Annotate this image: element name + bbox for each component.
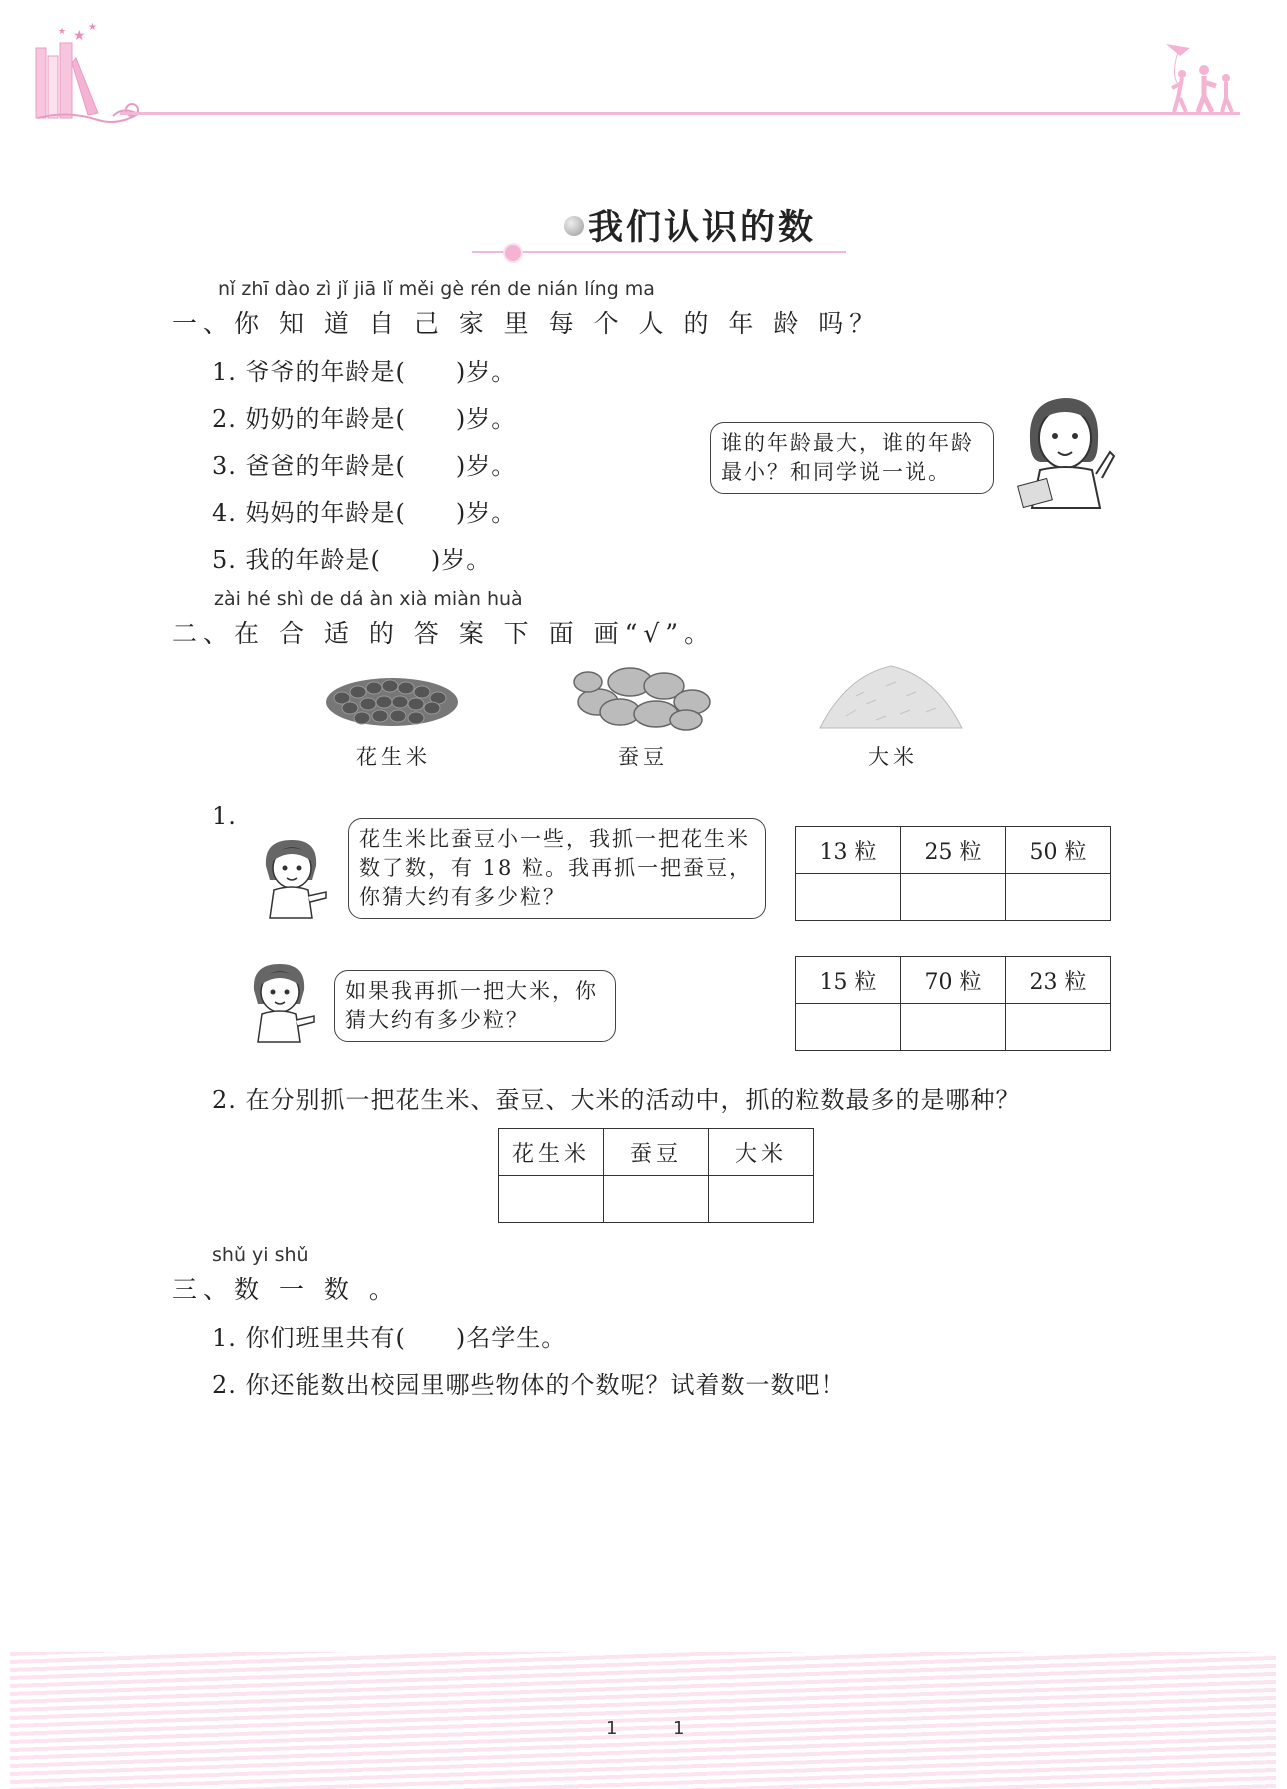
table2-option-3: 23 粒 <box>1006 957 1111 1004</box>
title-underline-dot <box>503 243 523 263</box>
svg-text:★: ★ <box>58 27 67 37</box>
question-1-number: 1. <box>212 802 237 830</box>
table3-option-2: 蚕豆 <box>604 1129 709 1176</box>
section1-item-3: 3. 爸爸的年龄是( )岁。 <box>212 452 517 480</box>
table3-answer-cell-1[interactable] <box>499 1176 604 1223</box>
girl-illustration-1 <box>254 836 330 920</box>
answer-table-1 <box>795 826 1111 921</box>
svg-text:★: ★ <box>73 28 86 44</box>
section1-item-2: 2. 奶奶的年龄是( )岁。 <box>212 405 517 433</box>
table2-answer-cell-3[interactable] <box>1006 1004 1111 1051</box>
section2-pinyin: zài hé shì de dá àn xià miàn huà <box>214 588 523 610</box>
section3-item-2: 2. 你还能数出校园里哪些物体的个数呢？试着数一数吧！ <box>212 1371 846 1399</box>
teacher-illustration <box>1010 390 1120 510</box>
answer-table-2 <box>795 956 1111 1051</box>
page-number-b: 1 <box>673 1718 685 1739</box>
section3-item-1: 1. 你们班里共有( )名学生。 <box>212 1324 567 1352</box>
table1-answer-cell-1[interactable] <box>796 874 901 921</box>
title-underline <box>472 251 846 253</box>
table3-answer-cell-2[interactable] <box>604 1176 709 1223</box>
speech-bubble-teacher: 谁的年龄最大，谁的年龄最小？和同学说一说。 <box>710 422 994 494</box>
section1-pinyin: nǐ zhī dào zì jǐ jiā lǐ měi gè rén de nián líng ma <box>218 278 655 300</box>
page-title: 我们认识的数 <box>588 207 817 248</box>
section1-item-1: 1. 爷爷的年龄是( )岁。 <box>212 358 517 386</box>
header-line <box>120 112 1240 115</box>
broad-bean-image <box>568 656 716 732</box>
girl-illustration-2 <box>242 960 318 1044</box>
table1-option-2: 25 粒 <box>901 827 1006 874</box>
table1-answer-cell-3[interactable] <box>1006 874 1111 921</box>
svg-text:★: ★ <box>88 22 97 33</box>
title-bullet-icon <box>564 216 584 236</box>
answer-table-3 <box>498 1128 814 1223</box>
section1-item-4: 4. 妈妈的年龄是( )岁。 <box>212 499 517 527</box>
table1-answer-cell-2[interactable] <box>901 874 1006 921</box>
section1-item-5: 5. 我的年龄是( )岁。 <box>212 546 492 574</box>
footer-stripes <box>10 1652 1276 1789</box>
question-2: 2. 在分别抓一把花生米、蚕豆、大米的活动中，抓的粒数最多的是哪种？ <box>212 1086 1021 1114</box>
table1-option-1: 13 粒 <box>796 827 901 874</box>
table2-option-2: 70 粒 <box>901 957 1006 1004</box>
table1-option-3: 50 粒 <box>1006 827 1111 874</box>
food-label-rice: 大米 <box>868 745 918 769</box>
header-decoration-right <box>1160 38 1260 118</box>
food-label-broad-bean: 蚕豆 <box>618 745 668 769</box>
section3-heading: 三、数 一 数 。 <box>172 1275 400 1304</box>
rice-image <box>816 656 966 734</box>
section1-heading: 一、你 知 道 自 己 家 里 每 个 人 的 年 龄 吗？ <box>172 309 881 338</box>
table3-option-1: 花生米 <box>499 1129 604 1176</box>
speech-bubble-girl-2: 如果我再抓一把大米，你猜大约有多少粒？ <box>334 970 616 1042</box>
food-label-peanut: 花生米 <box>356 745 431 769</box>
section2-heading: 二、在 合 适 的 答 案 下 面 画“√”。 <box>172 619 716 648</box>
table2-answer-cell-2[interactable] <box>901 1004 1006 1051</box>
table3-answer-cell-3[interactable] <box>709 1176 814 1223</box>
peanut-image <box>322 664 462 730</box>
table2-option-1: 15 粒 <box>796 957 901 1004</box>
table3-option-3: 大米 <box>709 1129 814 1176</box>
section3-pinyin: shǔ yi shǔ <box>212 1244 309 1266</box>
page-number-a: 1 <box>606 1718 618 1739</box>
speech-bubble-girl-1: 花生米比蚕豆小一些，我抓一把花生米数了数，有 18 粒。我再抓一把蚕豆，你猜大约有多少粒？ <box>348 818 766 919</box>
table2-answer-cell-1[interactable] <box>796 1004 901 1051</box>
